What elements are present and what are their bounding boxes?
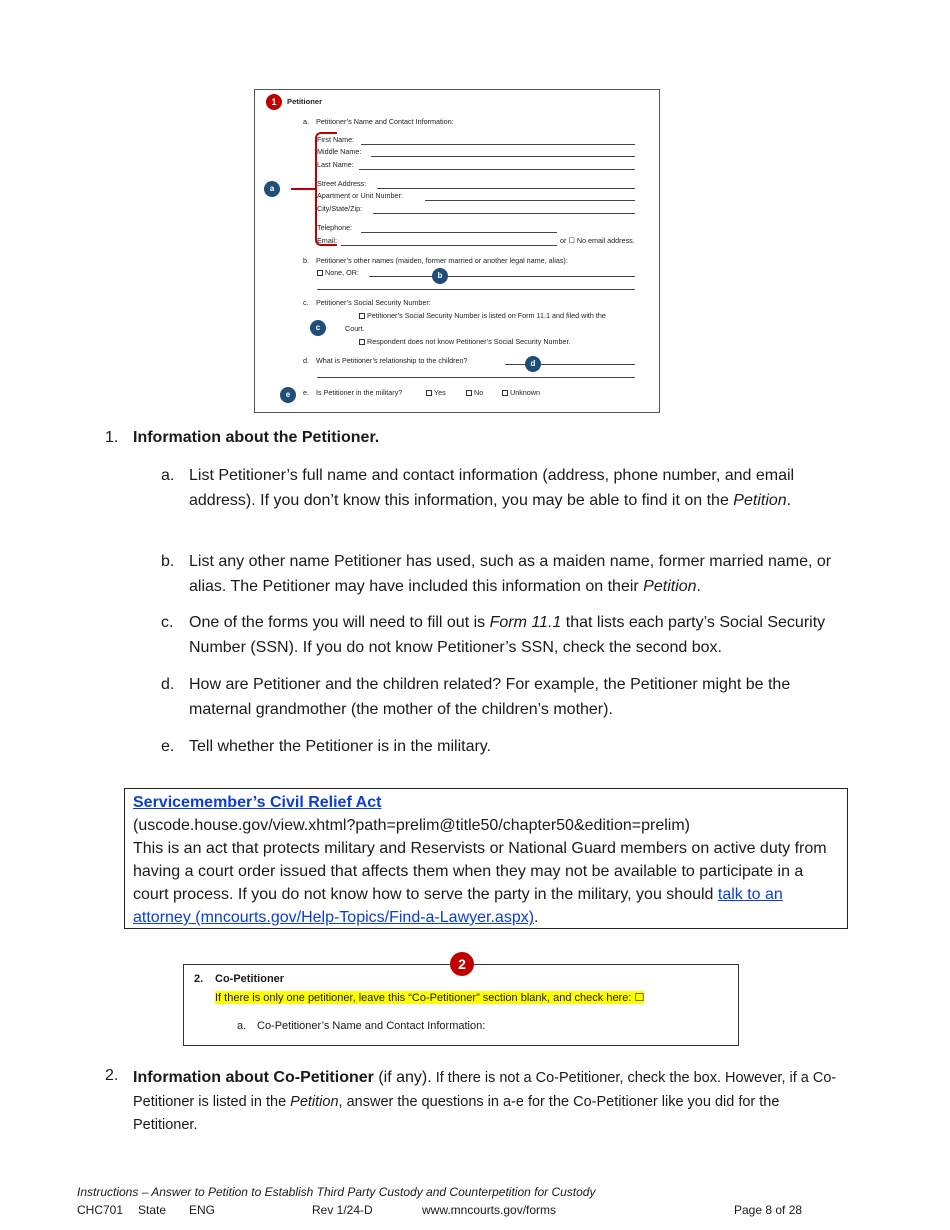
c-option-1-checkbox	[359, 313, 365, 319]
a-label: a.	[303, 117, 309, 126]
field-apartment: Apartment or Unit Number:	[317, 191, 403, 200]
line-city	[373, 213, 635, 214]
footer-website: www.mncourts.gov/forms	[422, 1203, 557, 1217]
c-option-1-cont: Court.	[345, 324, 365, 333]
line-first-name	[361, 144, 635, 145]
footer-form-code: CHC701	[77, 1203, 124, 1217]
footer-revision: Rev 1/24-D	[312, 1203, 373, 1217]
item-c-text: One of the forms you will need to fill out is Form 11.1 that lists each party’s Social Security Number (SSN). If you do not know Petitioner’s SSN, check the second box.	[189, 614, 826, 656]
field-city: City/State/Zip:	[317, 204, 363, 213]
e-unknown-text: Unknown	[510, 388, 540, 397]
item-e-letter: e.	[161, 738, 175, 755]
c-option-2-checkbox	[359, 339, 365, 345]
item-d-letter: d.	[161, 676, 175, 693]
item-a-text: List Petitioner’s full name and contact information (address, phone number, and email address). If you don’t know this information, you may be able to find it on the Petition.	[189, 467, 795, 509]
line-telephone	[361, 232, 557, 233]
line-apartment	[425, 200, 635, 201]
e-unknown-checkbox	[502, 390, 508, 396]
field-last-name: Last Name:	[317, 160, 354, 169]
line-email	[341, 245, 557, 246]
line-middle-name	[371, 156, 635, 157]
b-label: b.	[303, 256, 309, 265]
a-title: Petitioner’s Name and Contact Information:	[316, 117, 454, 126]
field-middle-name: Middle Name:	[317, 147, 362, 156]
co-petitioner-form-figure	[183, 956, 739, 1046]
b-none-option	[317, 268, 359, 277]
marker-b: b	[432, 268, 448, 284]
b-none-checkbox	[317, 270, 323, 276]
field-first-name: First Name:	[317, 135, 355, 144]
item-b-letter: b.	[161, 553, 175, 570]
e-yes-option	[426, 388, 446, 397]
find-attorney-link[interactable]: talk to an attorney (mncourts.gov/Help-Topics/Find-a-Lawyer.aspx)	[133, 886, 783, 926]
line-d2	[317, 377, 635, 378]
section-1-title: Information about the Petitioner.	[133, 429, 380, 446]
item-c-letter: c.	[161, 614, 174, 631]
section-2-badge: 2	[450, 952, 474, 976]
section-1-number: 1.	[105, 429, 119, 446]
marker-c: c	[310, 320, 326, 336]
section-2-text: Information about Co-Petitioner (if any). If there is not a Co-Petitioner, check the box. However, if a Co-Petitioner is listed in the Petition, answer the questions in a-e for the Co-Petitioner like you did for the Petitioner.	[133, 1069, 837, 1133]
c-option-2	[359, 337, 571, 346]
no-email-option: or ☐ No email address.	[560, 236, 635, 245]
d-title: What is Petitioner’s relationship to the children?	[316, 356, 468, 365]
c-option-1-text: Petitioner’s Social Security Number is listed on Form 11.1 and filed with the	[367, 311, 606, 320]
field-street: Street Address:	[317, 179, 367, 188]
e-no-option	[466, 388, 483, 397]
scra-link[interactable]: Servicemember’s Civil Relief Act	[133, 794, 382, 811]
marker-a: a	[264, 181, 280, 197]
fig2-single-petitioner-note: If there is only one petitioner, leave this “Co-Petitioner” section blank, and check here: ☐	[215, 992, 645, 1004]
fig2-heading: Co-Petitioner	[215, 973, 285, 985]
line-b2	[317, 289, 635, 290]
c-option-1	[359, 311, 606, 320]
section-2-title: Information about Co-Petitioner	[133, 1069, 374, 1086]
c-label: c.	[303, 298, 309, 307]
d-label: d.	[303, 356, 309, 365]
e-no-checkbox	[466, 390, 472, 396]
c-title: Petitioner’s Social Security Number:	[316, 298, 431, 307]
e-unknown-option	[502, 388, 540, 397]
item-a-letter: a.	[161, 467, 175, 484]
figure-heading: Petitioner	[287, 97, 323, 106]
line-street	[377, 188, 635, 189]
fig2-a-title: Co-Petitioner’s Name and Contact Information:	[257, 1020, 486, 1032]
petitioner-form-figure	[254, 89, 660, 413]
field-telephone: Telephone:	[317, 223, 353, 232]
marker-d: d	[525, 356, 541, 372]
marker-e: e	[280, 387, 296, 403]
footer-page-number: Page 8 of 28	[734, 1203, 803, 1217]
scra-url: (uscode.house.gov/view.xhtml?path=prelim@title50/chapter50&edition=prelim)	[133, 817, 690, 834]
scra-callout-box	[124, 788, 848, 929]
section-1-badge: 1	[266, 94, 282, 110]
c-option-2-text: Respondent does not know Petitioner’s Social Security Number.	[367, 337, 571, 346]
e-yes-text: Yes	[434, 388, 446, 397]
e-no-text: No	[474, 388, 484, 397]
line-b1	[369, 276, 635, 277]
item-b-text: List any other name Petitioner has used, such as a maiden name, former married name, or alias. The Petitioner may have included this information on their Petition.	[189, 553, 832, 595]
footer-jurisdiction: State	[138, 1203, 167, 1217]
section-2-number: 2.	[105, 1067, 119, 1084]
field-email: Email:	[317, 236, 337, 245]
fig2-number: 2.	[194, 973, 204, 985]
e-yes-checkbox	[426, 390, 432, 396]
footer-doc-title: Instructions – Answer to Petition to Establish Third Party Custody and Counterpetition for Custody	[77, 1185, 596, 1199]
b-none-text: None, OR:	[325, 268, 359, 277]
item-e-text: Tell whether the Petitioner is in the military.	[189, 738, 492, 755]
scra-body: This is an act that protects military and Reservists or National Guard members on active duty from having a court order issued that affects them when they may not be available to participate in a court process. If you do not know how to serve the party in the military, you should talk to an attorney (mncourts.gov/Help-Topics/Find-a-Lawyer.aspx).	[133, 840, 827, 926]
footer-language: ENG	[189, 1203, 216, 1217]
line-last-name	[359, 169, 635, 170]
item-d-text: How are Petitioner and the children related? For example, the Petitioner might be the maternal grandmother (the mother of the children’s mother).	[189, 676, 791, 718]
e-label: e.	[303, 388, 309, 397]
e-title: Is Petitioner in the military?	[316, 388, 403, 397]
bracket-a-tip	[291, 188, 315, 190]
fig2-a-label: a.	[237, 1020, 247, 1032]
b-title: Petitioner’s other names (maiden, former married or another legal name, alias):	[316, 256, 568, 265]
